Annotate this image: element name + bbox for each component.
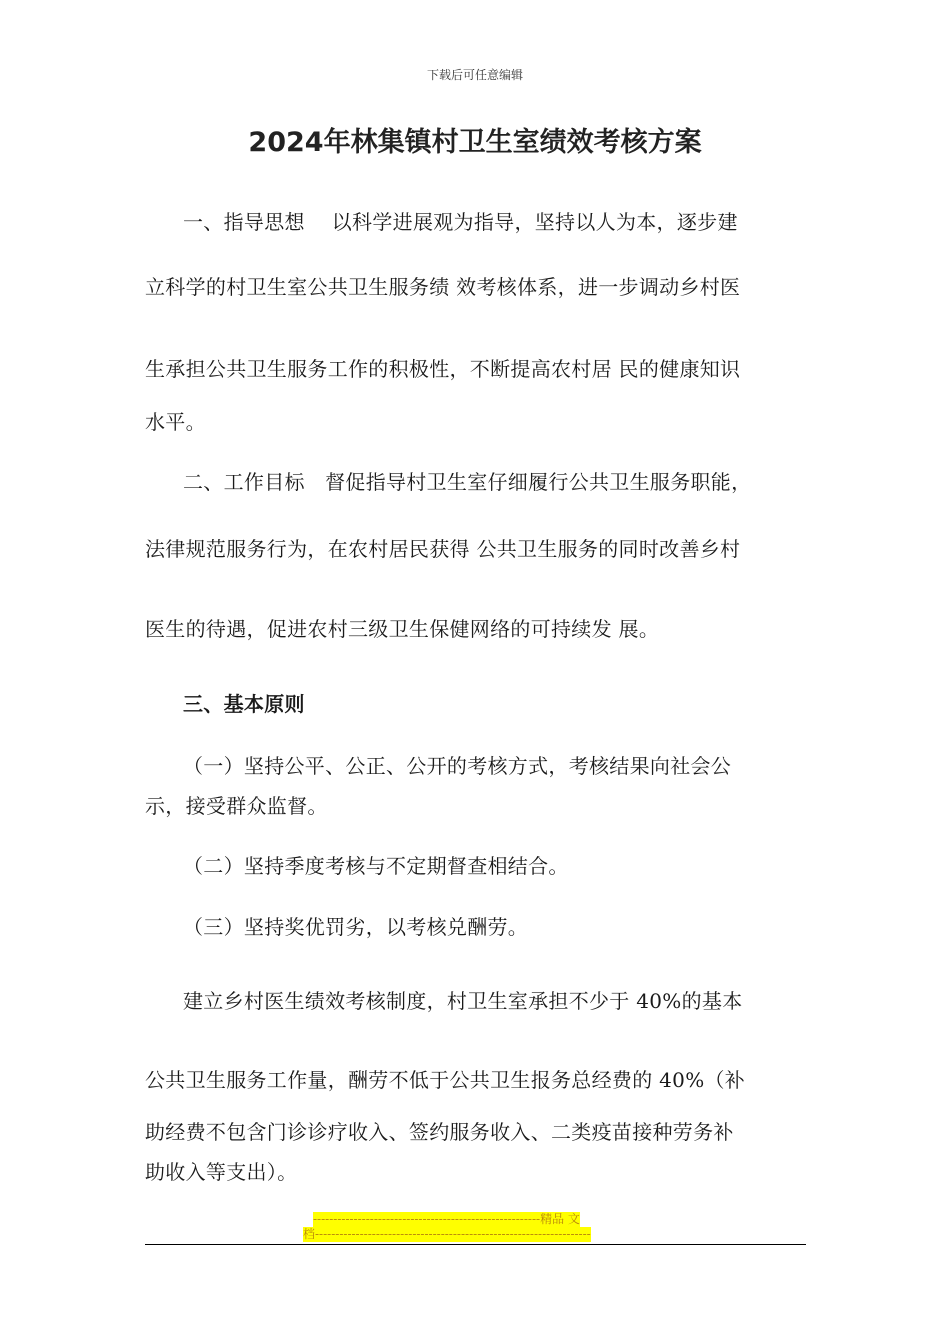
footer-watermark-line1: --------------------------------------------------------精品 文 [313,1212,580,1226]
document-title: 2024年林集镇村卫生室绩效考核方案 [248,127,702,158]
paragraph-line: 水平。 [145,410,206,434]
paragraph-line: （三）坚持奖优罚劣，以考核兑酬劳。 [183,915,529,939]
paragraph-line: （二）坚持季度考核与不定期督查相结合。 [183,854,569,878]
footer-watermark-line2: 档-------------------------------------------------------------------- [303,1227,591,1241]
paragraph-line: 一、指导思想 以科学进展观为指导，坚持以人为本，逐步建 [183,210,738,234]
paragraph-line: （一）坚持公平、公正、公开的考核方式，考核结果向社会公 [183,754,732,778]
paragraph-line: 生承担公共卫生服务工作的积极性，不断提高农村居 民的健康知识 [145,357,741,381]
section-heading: 三、基本原则 [183,692,305,716]
paragraph-line: 医生的待遇，促进农村三级卫生保健网络的可持续发 展。 [145,617,660,641]
paragraph-line: 二、工作目标 督促指导村卫生室仔细履行公共卫生服务职能， [183,470,752,494]
footer-divider [145,1244,806,1245]
paragraph-line: 公共卫生服务工作量，酬劳不低于公共卫生报务总经费的 40%（补 [145,1068,746,1092]
paragraph-line: 建立乡村医生绩效考核制度，村卫生室承担不少于 40%的基本 [183,989,743,1013]
paragraph-line: 法律规范服务行为，在农村居民获得 公共卫生服务的同时改善乡村 [145,537,741,561]
paragraph-line: 立科学的村卫生室公共卫生服务绩 效考核体系，进一步调动乡村医 [145,275,741,299]
header-note: 下载后可任意编辑 [426,68,523,82]
paragraph-line: 助经费不包含门诊诊疗收入、签约服务收入、二类疫苗接种劳务补 [145,1120,734,1144]
paragraph-line: 助收入等支出）。 [145,1160,298,1184]
paragraph-line: 示，接受群众监督。 [145,794,328,818]
